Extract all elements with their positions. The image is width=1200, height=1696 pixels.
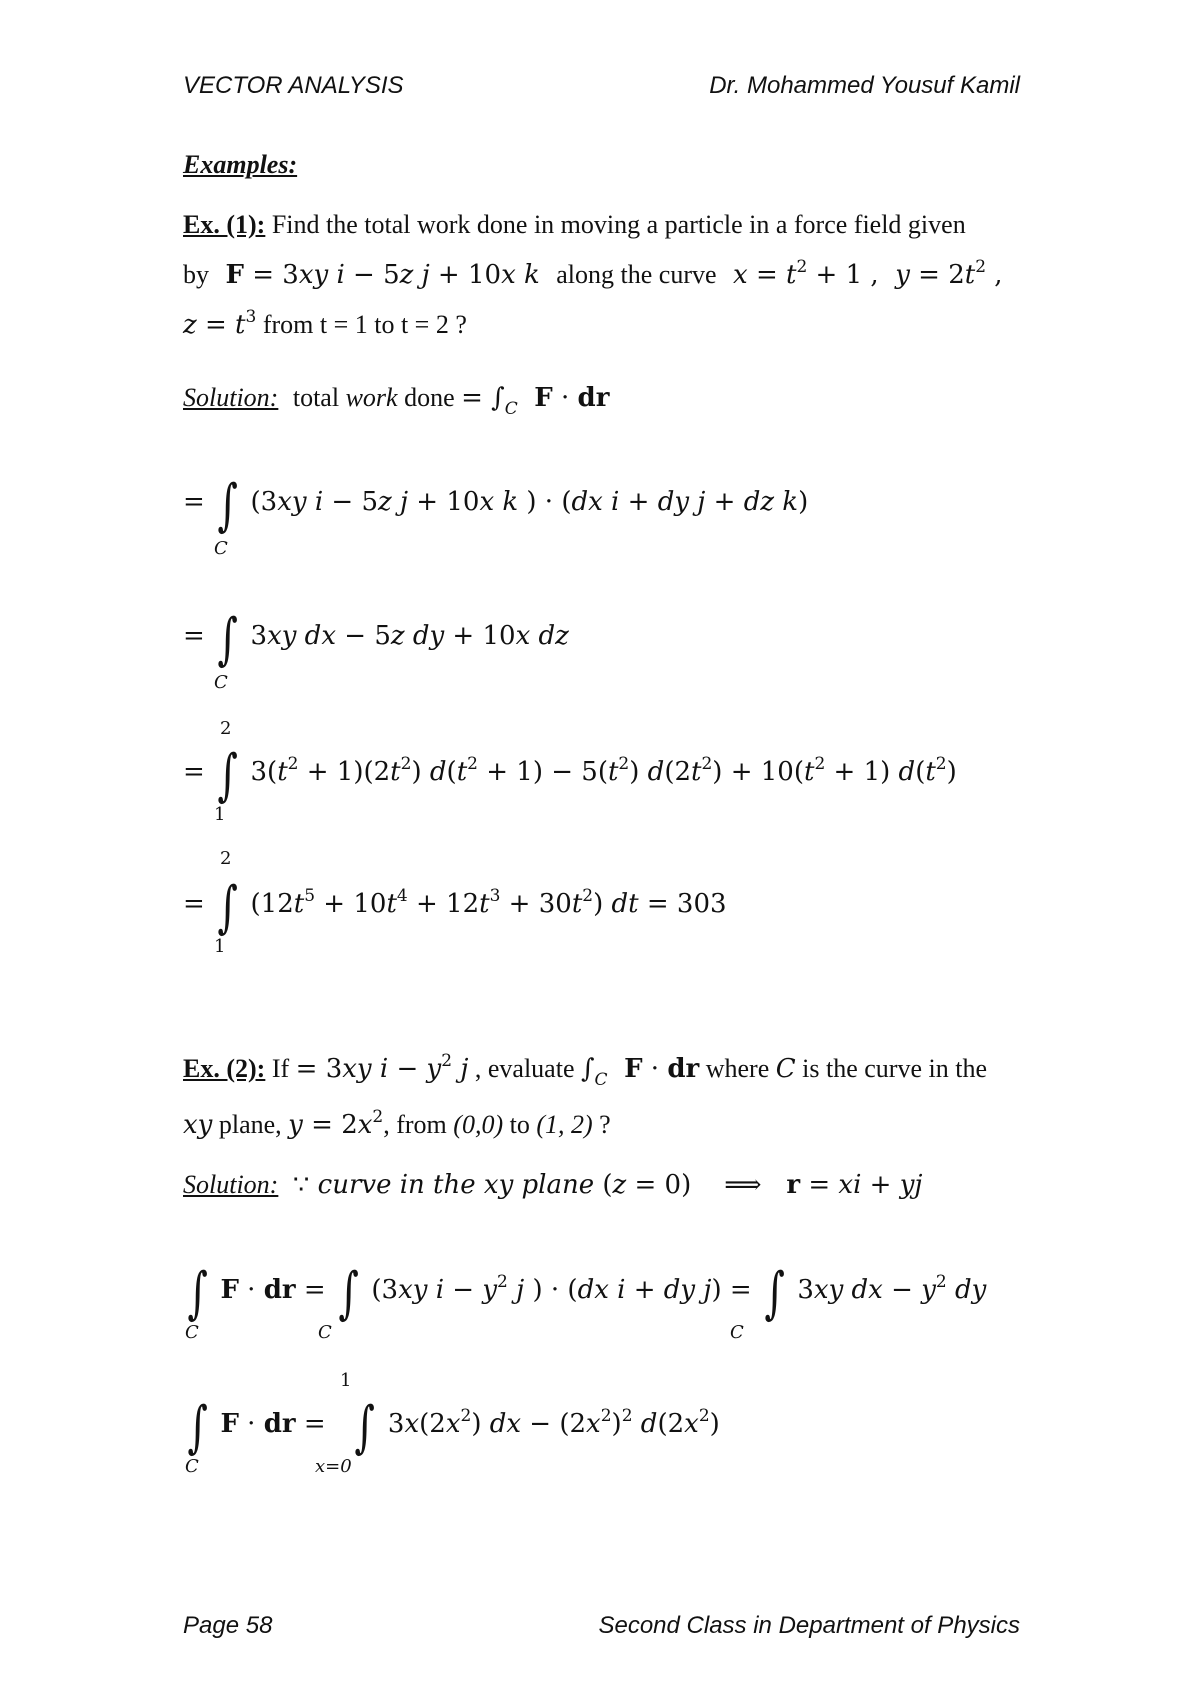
- ex2-step-1-limit-b: C: [318, 1322, 332, 1343]
- integral-icon: ∫: [217, 875, 238, 940]
- integral-icon: ∫: [217, 743, 238, 808]
- ex1-by: by: [183, 260, 209, 289]
- ex1-label: Ex. (1):: [183, 210, 266, 239]
- ex1-line3: [183, 307, 467, 340]
- ex2-line1: Ex. (2): If = 3xy $i - y^2$ j , evaluate $\int_C$ F · dr where C is the curve in the: [183, 1051, 987, 1090]
- ex1-line1: [183, 210, 966, 240]
- integral-icon: ∫: [187, 1395, 208, 1460]
- ex1-along: along the curve: [556, 260, 717, 289]
- integral-icon: ∫: [217, 607, 238, 672]
- ex2-step-1-limit-a: C: [185, 1322, 199, 1343]
- ex2-step-1-limit-c: C: [730, 1322, 744, 1343]
- ex1-line2: [183, 257, 1003, 290]
- header-left: VECTOR ANALYSIS: [183, 72, 404, 99]
- ex1-x-def: $x = t^2 + 1$ ,: [733, 257, 879, 290]
- section-title: Examples:: [183, 150, 298, 179]
- ex1-statement: Find the total work done in moving a particle in a force field given: [265, 210, 966, 239]
- ex2-step-2: ∫ F · dr = ∫ $3x(2x^2)$ dx − $(2x^2)^2$ $d(2x^2)$: [187, 1395, 720, 1460]
- ex1-range: from t = 1 to t = 2 ?: [262, 310, 467, 339]
- ex1-step-3-upper: 2: [220, 718, 232, 739]
- integral-icon: ∫: [187, 1261, 208, 1326]
- integral-icon: ∫: [764, 1261, 785, 1326]
- ex1-solution-text: total work done = $\int_C$ F · dr: [292, 383, 610, 419]
- ex2-solution-text: ∵ curve in the xy plane (z = 0) ⟹ r = xi + yj: [292, 1170, 923, 1200]
- header-right: Dr. Mohammed Yousuf Kamil: [709, 72, 1020, 99]
- ex1-step-4-lower: 1: [214, 936, 226, 957]
- ex2-solution-label: Solution:: [183, 1170, 279, 1199]
- integral-icon: ∫: [338, 1261, 359, 1326]
- ex1-step-2-limit: C: [214, 672, 228, 693]
- ex1-solution-label: Solution:: [183, 383, 279, 412]
- ex1-y-def: $y = 2t^2$ ,: [895, 257, 1003, 290]
- ex1-z-def: $z = t^3$: [183, 307, 257, 340]
- integral-icon: ∫: [217, 473, 238, 538]
- ex1-step-4-upper: 2: [220, 848, 232, 869]
- ex2-line2: xy plane, $y = 2x^2$, from (0,0) to (1, 2) ?: [183, 1107, 611, 1140]
- ex1-step-2: = ∫ 3xy dx − 5z dy + 10x dz: [183, 607, 569, 672]
- ex2-step-2-lower: x=0: [315, 1456, 352, 1477]
- ex1-solution: [183, 383, 610, 419]
- footer-left: Page 58: [183, 1612, 273, 1639]
- ex1-step-3-lower: 1: [214, 804, 226, 825]
- ex1-step-1: = ∫ (3xy i − 5z j + 10x k ) · (dx i + dy j + dz k): [183, 473, 809, 538]
- ex2-solution: [183, 1170, 922, 1200]
- ex2-step-2-upper: 1: [340, 1370, 352, 1391]
- ex2-label: Ex. (2):: [183, 1054, 266, 1083]
- integral-icon: ∫: [354, 1395, 376, 1460]
- ex1-step-4: = ∫ $(12t^5 + 10t^4 + 12t^3 + 30t^2)$ dt = 303: [183, 875, 727, 940]
- ex1-step-1-limit: C: [214, 538, 228, 559]
- ex2-step-1: ∫ F · dr = ∫ (3xy $i - y^2$ j ) · (dx i + dy j) = ∫ 3xy dx − $y^2$ dy: [187, 1261, 987, 1326]
- footer-right: Second Class in Department of Physics: [598, 1612, 1020, 1639]
- ex2-step-2-limit-c: C: [185, 1456, 199, 1477]
- ex1-force: F = 3xy i − 5z j + 10x k: [225, 260, 540, 290]
- ex1-step-3: = ∫ $3(t^2 + 1)(2t^2) d(t^2 + 1) - 5(t^2) d(2t^2) + 10(t^2 + 1)$ $d(t^2)$: [183, 743, 957, 808]
